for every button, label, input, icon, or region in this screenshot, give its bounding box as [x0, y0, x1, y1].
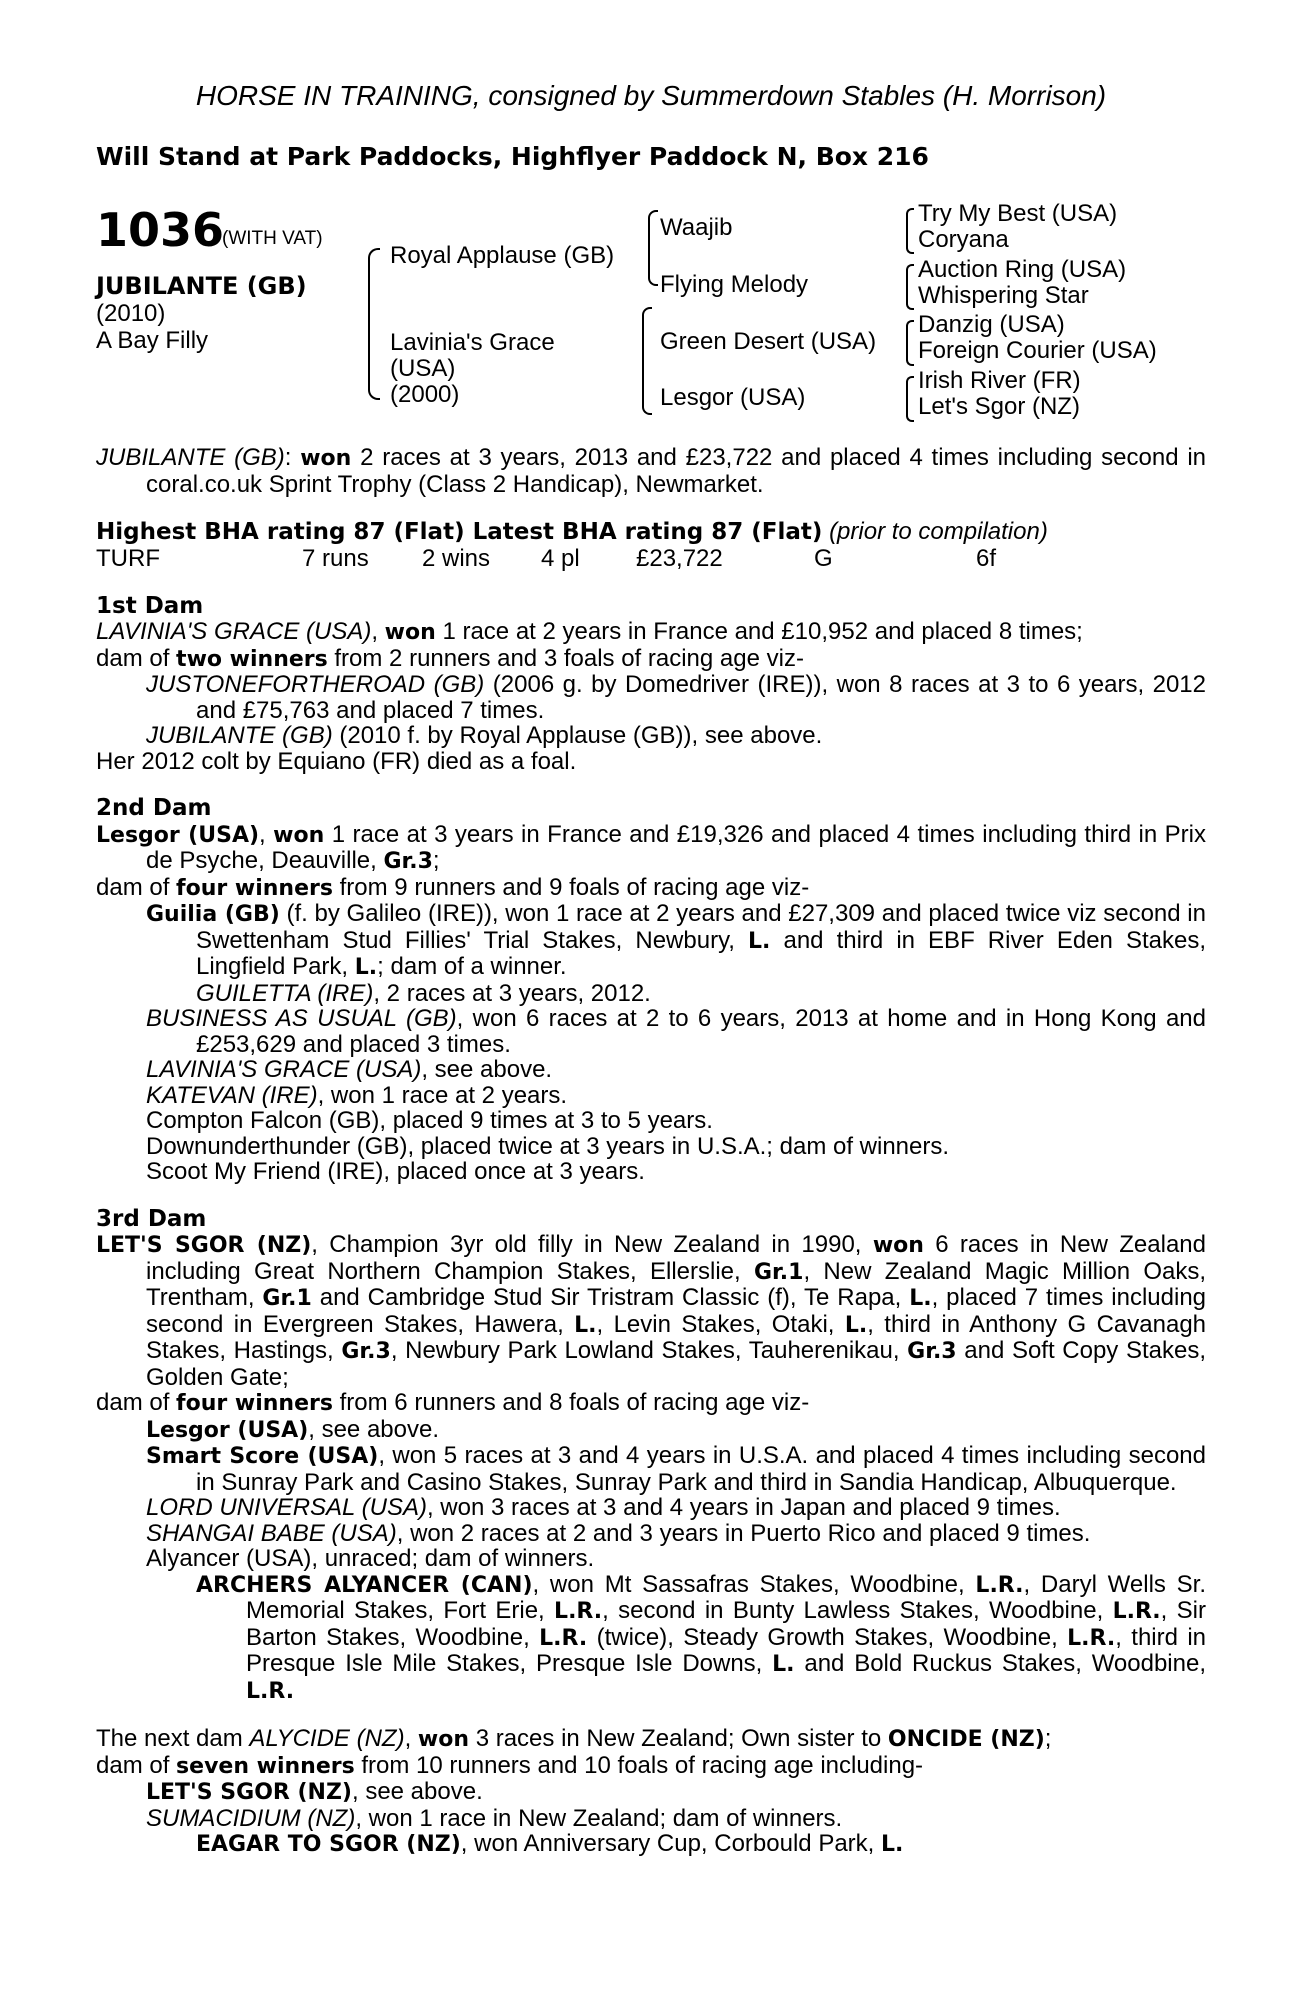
offspring-entry: Downunderthunder (GB), placed twice at 3 years in U.S.A.; dam of winners. — [146, 1132, 950, 1160]
dam-name: Lavinia's Grace — [390, 329, 555, 356]
horse-description: A Bay Filly — [96, 327, 209, 354]
gen3-sdd: Whispering Star — [918, 282, 1089, 309]
second-dam-section: 2nd Dam Lesgor (USA), won 1 race at 3 years in France and £19,326 and placed 4 times including third in Prix de Psyche, Deauville, Gr.3; dam of four winners from 9 runners and 9 foals of racing age viz- Guilia (GB) (f. by Galileo (IRE)), won 1 race at 2 years and £27,309 and placed twice viz second in Swettenham Stud Fillies' Trial Stakes, Newbury, L. and third in EBF River Eden Stakes, Lingfield Park, L.; dam of a winner. GUILETTA (IRE), 2 races at 3 years, 2012. BUSINESS AS USUAL (GB), won 6 races at 2 to 6 years, 2013 at home and in Hong Kong and £253,629 and placed 3 times. LAVINIA'S GRACE (USA), see above. KATEVAN (IRE), won 1 race at 2 years. Compton Falcon (GB), placed 9 times at 3 to 5 years. Downunderthunder (GB), placed twice at 3 years in U.S.A.; dam of winners. Scoot My Friend (IRE), placed once at 3 years. — [96, 795, 1207, 1185]
turf-record: TURF 7 runs 2 wins 4 pl £23,722 G 6f — [96, 544, 997, 572]
gen3-ddd: Let's Sgor (NZ) — [918, 393, 1080, 420]
third-dam-section: 3rd Dam LET'S SGOR (NZ), Champion 3yr old filly in New Zealand in 1990, won 6 races in New Zealand including Great Northern Champion Stakes, Ellerslie, Gr.1, New Zealand Magic Million Oaks, Trentham, Gr.1 and Cambridge Stud Sir Tristram Classic (f), Te Rapa, L., placed 7 times including second in Evergreen Stakes, Hawera, L., Levin Stakes, Otaki, L., third in Anthony G Cavanagh Stakes, Hastings, Gr.3, Newbury Park Lowland Stakes, Tauherenikau, Gr.3 and Soft Copy Stakes, Golden Gate; dam of four winners from 6 runners and 8 foals of racing age viz- Lesgor (USA), see above. Smart Score (USA), won 5 races at 3 and 4 years in U.S.A. and placed 4 times including second in Sunray Park and Casino Stakes, Sunray Park and third in Sandia Handicap, Albuquerque. LORD UNIVERSAL (USA), won 3 races at 3 and 4 years in Japan and placed 9 times. SHANGAI BABE (USA), won 2 races at 2 and 3 years in Puerto Rico and placed 9 times. Alyancer (USA), unraced; dam of winners. ARCHERS ALYANCER (CAN), won Mt Sassafras Stakes, Woodbine, L.R., Daryl Wells Sr. Memorial Stakes, Fort Erie, L.R., second in Bunty Lawless Stakes, Woodbine, L.R., Sir Barton Stakes, Woodbine, L.R. (twice), Steady Growth Stakes, Woodbine, L.R., third in Presque Isle Mile Stakes, Presque Isle Downs, L. and Bold Ruckus Stakes, Woodbine, L.R. — [96, 1205, 1207, 1704]
sire-line-brace — [648, 210, 658, 286]
bha-rating: Highest BHA rating 87 (Flat) Latest BHA rating 87 (Flat) (prior to compilation) — [96, 518, 1048, 545]
race-summary: JUBILANTE (GB): won 2 races at 3 years, 2013 and £23,722 and placed 4 times including second in coral.co.uk Sprint Trophy (Class 2 Handicap), Newmarket. — [96, 444, 1206, 498]
dam-country: (USA) — [390, 355, 456, 382]
sire-name: Royal Applause (GB) — [390, 242, 615, 269]
sire-sire: Waajib — [660, 214, 733, 241]
horse-year: (2010) — [96, 300, 166, 327]
offspring-entry: JUBILANTE (GB) (2010 f. by Royal Applause (GB)), see above. — [146, 722, 823, 749]
first-dam-section: 1st Dam LAVINIA'S GRACE (USA), won 1 race at 2 years in France and £10,952 and placed 8 times; dam of two winners from 2 runners and 3 foals of racing age viz- JUSTONEFORTHEROAD (GB) (2006 g. by Domedriver (IRE)), won 8 races at 3 to 6 years, 2012 and £75,763 and placed 7 times. JUBILANTE (GB) (2010 f. by Royal Applause (GB)), see above. Her 2012 colt by Equiano (FR) died as a foal. — [96, 592, 1207, 775]
sire-dam: Flying Melody — [660, 271, 809, 298]
offspring-entry: LAVINIA'S GRACE (USA), see above. — [146, 1056, 553, 1083]
consignor-title: HORSE IN TRAINING, consigned by Summerdown Stables (H. Morrison) — [195, 80, 1107, 111]
horse-name: JUBILANTE (GB) — [96, 272, 307, 300]
second-dam-heading: 2nd Dam — [96, 795, 212, 821]
gen3-brace-2 — [906, 264, 914, 310]
offspring-entry: ARCHERS ALYANCER (CAN), won Mt Sassafras Stakes, Woodbine, L.R., Daryl Wells Sr. Memorial Stakes, Fort Erie, L.R., second in Bunty Lawless Stakes, Woodbine, L.R., Sir Barton Stakes, Woodbine, L.R. (twice), Steady Growth Stakes, Woodbine, L.R., third in Presque Isle Mile Stakes, Presque Isle Downs, L. and Bold Ruckus Stakes, Woodbine, L.R. — [196, 1570, 1207, 1704]
gen3-brace-1 — [906, 208, 914, 254]
offspring-entry: JUSTONEFORTHEROAD (GB) (2006 g. by Domedriver (IRE)), won 8 races at 3 to 6 years, 2012 and £75,763 and placed 7 times. — [146, 671, 1207, 724]
gen3-sss: Try My Best (USA) — [918, 200, 1118, 227]
first-dam-heading: 1st Dam — [96, 592, 204, 619]
offspring-entry: Smart Score (USA), won 5 races at 3 and 4 years in U.S.A. and placed 4 times including second in Sunray Park and Casino Stakes, Sunray Park and third in Sandia Handicap, Albuquerque. — [146, 1442, 1207, 1496]
offspring-entry: BUSINESS AS USUAL (GB), won 6 races at 2 to 6 years, 2013 at home and in Hong Kong and £253,629 and placed 3 times. — [146, 1005, 1206, 1058]
next-dam-section: The next dam ALYCIDE (NZ), won 3 races in New Zealand; Own sister to ONCIDE (NZ); dam of seven winners from 10 runners and 10 foals of racing age including- LET'S SGOR (NZ), see above. SUMACIDIUM (NZ), won 1 race in New Zealand; dam of winners. EAGAR TO SGOR (NZ), won Anniversary Cup, Corbould Park, L. — [96, 1726, 1206, 1858]
dam-year: (2000) — [390, 381, 460, 408]
third-dam-heading: 3rd Dam — [96, 1205, 207, 1232]
offspring-entry: LORD UNIVERSAL (USA), won 3 races at 3 and 4 years in Japan and placed 9 times. — [146, 1494, 1061, 1521]
offspring-entry: Guilia (GB) (f. by Galileo (IRE)), won 1 race at 2 years and £27,309 and placed twice viz second in Swettenham Stud Fillies' Trial Stakes, Newbury, L. and third in EBF River Eden Stakes, Lingfield Park, L.; dam of a winner. — [146, 900, 1206, 980]
offspring-entry: KATEVAN (IRE), won 1 race at 2 years. — [146, 1081, 568, 1109]
gen3-dss: Danzig (USA) — [918, 311, 1065, 338]
offspring-entry: GUILETTA (IRE), 2 races at 3 years, 2012. — [196, 979, 651, 1007]
gen3-ssd: Coryana — [918, 226, 1009, 253]
dam-dam: Lesgor (USA) — [660, 384, 806, 411]
gen3-sds: Auction Ring (USA) — [918, 256, 1127, 283]
offspring-entry: EAGAR TO SGOR (NZ), won Anniversary Cup, Corbould Park, L. — [196, 1830, 904, 1857]
catalogue-page — [96, 0, 1206, 2000]
gen3-dds: Irish River (FR) — [918, 367, 1081, 394]
offspring-entry: Alyancer (USA), unraced; dam of winners. — [146, 1545, 595, 1572]
offspring-entry: Scoot My Friend (IRE), placed once at 3 years. — [146, 1158, 645, 1185]
gen3-brace-3 — [906, 320, 914, 366]
offspring-entry: Lesgor (USA), see above. — [146, 1415, 440, 1443]
pedigree-table — [96, 200, 1206, 430]
sire-dam-brace — [368, 248, 380, 400]
rating-block — [96, 519, 1206, 572]
gen3-dsd: Foreign Courier (USA) — [918, 337, 1157, 364]
dam-sire: Green Desert (USA) — [660, 328, 877, 355]
lot-vat: (WITH VAT) — [222, 228, 323, 249]
catalogue-body — [96, 445, 1206, 1858]
offspring-entry: SUMACIDIUM (NZ), won 1 race in New Zealand; dam of winners. — [146, 1804, 843, 1832]
offspring-entry: LET'S SGOR (NZ), see above. — [146, 1778, 483, 1805]
stand-location: Will Stand at Park Paddocks, Highflyer Paddock N, Box 216 — [96, 142, 929, 171]
offspring-entry: SHANGAI BABE (USA), won 2 races at 2 and 3 years in Puerto Rico and placed 9 times. — [146, 1519, 1091, 1547]
dam-line-brace — [642, 307, 652, 415]
gen3-brace-4 — [906, 376, 914, 422]
offspring-entry: Compton Falcon (GB), placed 9 times at 3 to 5 years. — [146, 1107, 713, 1134]
lot-number: 1036 — [96, 203, 225, 257]
